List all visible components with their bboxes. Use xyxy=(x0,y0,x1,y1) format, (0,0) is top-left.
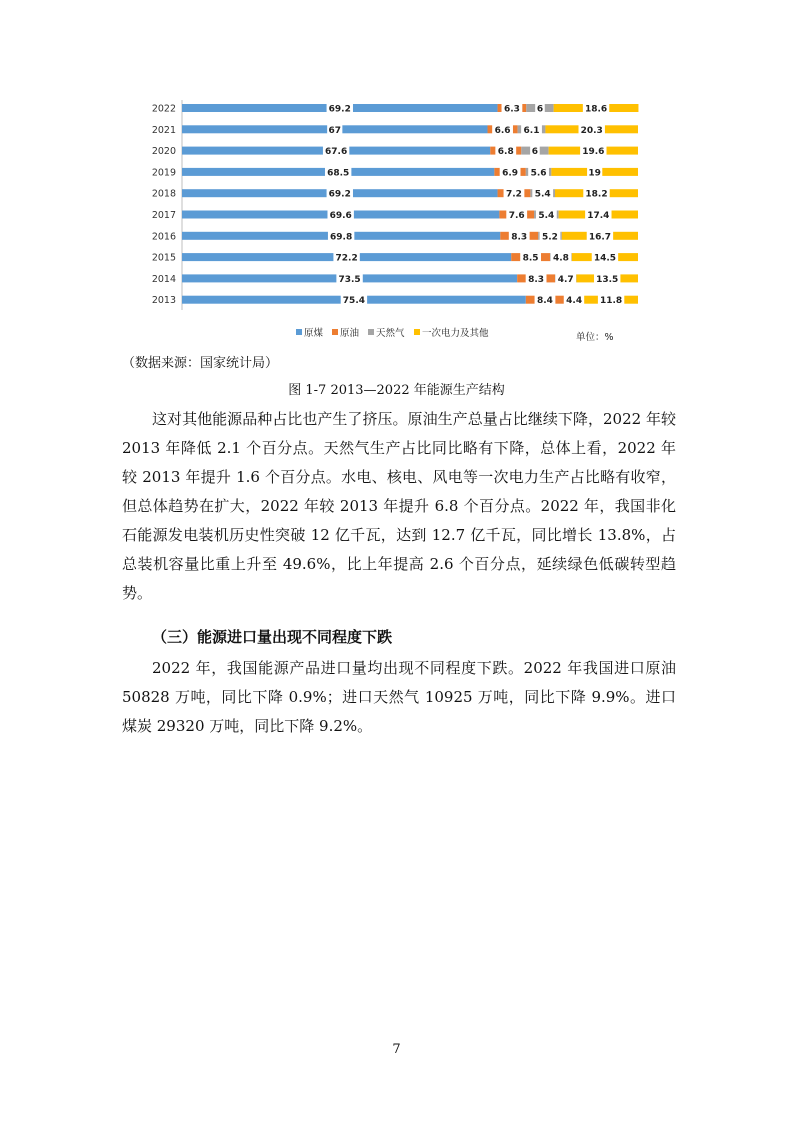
data-label: 5.4 xyxy=(538,211,555,221)
data-label: 8.3 xyxy=(511,232,528,243)
figure-caption: 图 1-7 2013—2022 年能源生产结构 xyxy=(288,383,505,398)
data-label: 67 xyxy=(328,125,342,136)
data-label: 73.5 xyxy=(338,274,361,285)
data-label: 4.8 xyxy=(552,253,569,264)
data-label: 75.4 xyxy=(342,296,366,307)
data-label: 69.2 xyxy=(328,104,351,115)
legend-label: 原煤 xyxy=(304,328,324,339)
y-tick-label: 2019 xyxy=(151,167,176,179)
data-label: 5.6 xyxy=(530,168,547,179)
y-tick-label: 2013 xyxy=(151,295,176,307)
data-label: 69.8 xyxy=(330,232,353,243)
data-label: 4.7 xyxy=(557,274,574,285)
data-label: 69.2 xyxy=(328,189,351,200)
data-label: 6.3 xyxy=(503,104,520,115)
data-label: 11.8 xyxy=(599,296,623,307)
data-label: 8.3 xyxy=(528,274,545,285)
y-tick-label: 2015 xyxy=(151,252,176,264)
data-label: 4.4 xyxy=(566,296,583,307)
legend-label: 原油 xyxy=(340,328,360,339)
data-label: 5.2 xyxy=(542,232,558,243)
legend-swatch xyxy=(332,329,338,335)
data-label: 18.2 xyxy=(585,189,608,200)
data-source-note: （数据来源：国家统计局） xyxy=(122,356,279,371)
data-label: 6.6 xyxy=(494,125,511,136)
data-label: 8.4 xyxy=(536,296,553,307)
data-label: 67.6 xyxy=(325,147,348,158)
data-label: 6.8 xyxy=(497,147,514,158)
data-label: 7.6 xyxy=(508,211,525,221)
y-tick-label: 2017 xyxy=(151,210,176,221)
legend-label: 一次电力及其他 xyxy=(422,328,489,339)
data-label: 69.6 xyxy=(329,211,352,221)
data-label: 20.3 xyxy=(580,125,603,136)
data-label: 6 xyxy=(531,147,539,158)
data-label: 13.5 xyxy=(596,274,619,285)
data-label: 6.9 xyxy=(502,168,519,179)
energy-structure-chart xyxy=(120,92,660,350)
data-label: 7.2 xyxy=(505,189,522,200)
legend-label: 天然气 xyxy=(376,328,405,339)
body-paragraph-1: 这对其他能源品种占比也产生了挤压。原油生产总量占比继续下降，2022 年较 2013 年降低 2.1 个百分点。天然气生产占比同比略有下降，总体上看，2022 年较 2013 年提升 1.6 个百分点。水电、核电、风电等一次电力生产占比略有收窄，但总体趋势在扩大，2022 年较 2013 年提升 6.8 个百分点。2022 年，我国非化石能源发电装机历史性突破 12 亿千瓦，达到 12.7 亿千瓦，同比增长 13.8%，占总装机容量比重上升至 49.6%，比上年提高 2.6 个百分点，延续绿色低碳转型趋势。 xyxy=(122,410,676,602)
data-label: 68.5 xyxy=(327,168,350,179)
data-label: 18.6 xyxy=(584,104,608,115)
data-label: 17.4 xyxy=(587,211,610,221)
data-label: 8.5 xyxy=(522,253,539,264)
data-label: 6.1 xyxy=(523,125,540,136)
legend-swatch xyxy=(368,329,374,335)
data-label: 19.6 xyxy=(582,147,605,158)
y-tick-label: 2022 xyxy=(151,103,176,115)
data-label: 16.7 xyxy=(588,232,612,243)
unit-label: 单位：% xyxy=(576,332,614,343)
y-tick-label: 2016 xyxy=(151,231,176,243)
section-heading: （三）能源进口量出现不同程度下跌 xyxy=(152,628,393,646)
y-tick-label: 2020 xyxy=(151,146,176,158)
data-label: 72.2 xyxy=(335,253,358,264)
data-label: 6 xyxy=(536,104,544,115)
y-tick-label: 2021 xyxy=(151,124,176,136)
data-label: 19 xyxy=(588,168,601,179)
body-paragraph-2: 2022 年，我国能源产品进口量均出现不同程度下跌。2022 年我国进口原油 50828 万吨，同比下降 0.9%；进口天然气 10925 万吨，同比下降 9.9%。进口煤炭 29320 万吨，同比下降 9.2%。 xyxy=(122,659,676,735)
page-number: 7 xyxy=(392,1042,401,1057)
data-label: 14.5 xyxy=(593,253,617,264)
legend-swatch xyxy=(296,329,302,335)
y-tick-label: 2014 xyxy=(151,273,176,285)
y-tick-label: 2018 xyxy=(151,188,176,200)
legend-swatch xyxy=(414,329,420,335)
data-label: 5.4 xyxy=(534,189,551,200)
